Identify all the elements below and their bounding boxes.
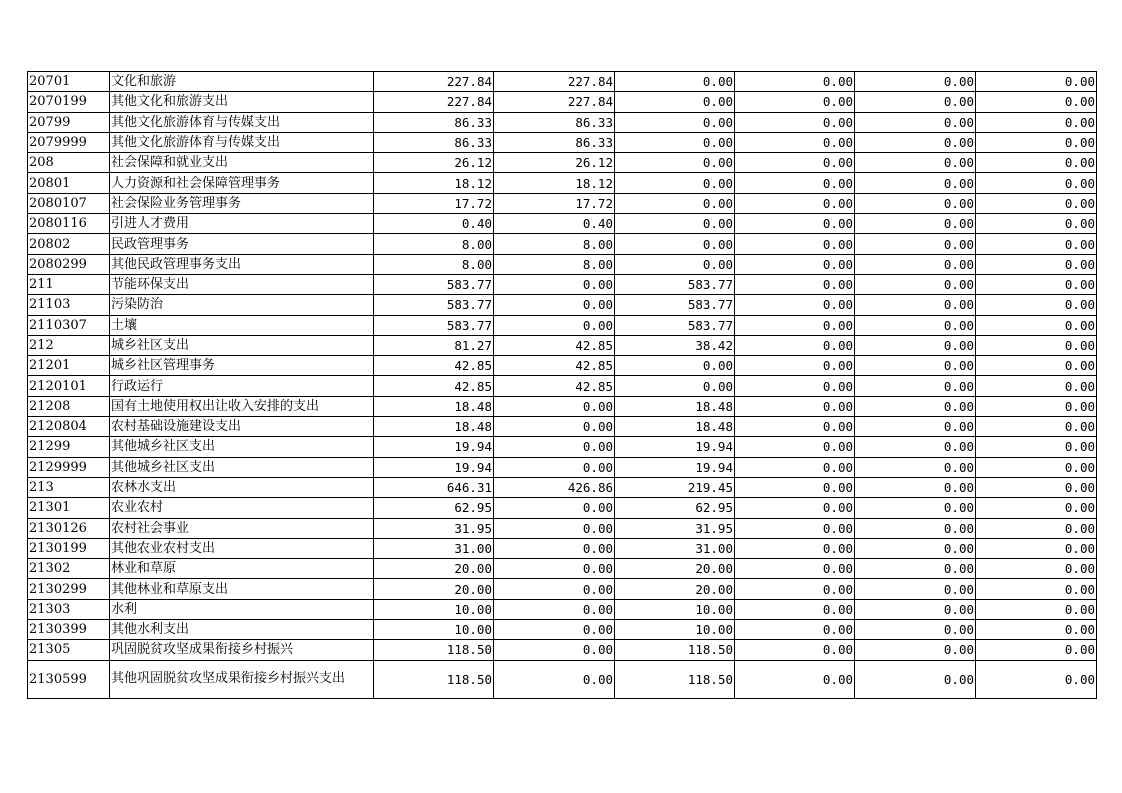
table-body [28,72,1097,699]
cell-project: 0.00 [615,92,735,112]
cell-project: 0.00 [615,376,735,396]
cell-col-6: 0.00 [735,599,855,619]
table-row [28,599,1097,619]
cell-col-7: 0.00 [855,498,976,518]
cell-col-6: 0.00 [735,417,855,437]
table-row [28,132,1097,152]
cell-col-8: 0.00 [976,214,1097,234]
cell-code: 20801 [28,173,110,193]
cell-total: 227.84 [374,92,494,112]
table-row [28,254,1097,274]
cell-name: 文化和旅游 [110,72,374,92]
cell-total: 583.77 [374,274,494,294]
cell-project: 583.77 [615,274,735,294]
cell-project: 118.50 [615,640,735,660]
cell-name: 农村基础设施建设支出 [110,417,374,437]
table-row [28,274,1097,294]
cell-col-6: 0.00 [735,376,855,396]
cell-project: 0.00 [615,72,735,92]
cell-col-6: 0.00 [735,559,855,579]
cell-total: 42.85 [374,376,494,396]
cell-col-8: 0.00 [976,153,1097,173]
cell-col-8: 0.00 [976,457,1097,477]
cell-basic: 0.00 [494,417,615,437]
cell-code: 21305 [28,640,110,660]
cell-code: 20799 [28,112,110,132]
cell-col-8: 0.00 [976,335,1097,355]
cell-basic: 0.00 [494,396,615,416]
cell-code: 2120101 [28,376,110,396]
cell-project: 62.95 [615,498,735,518]
cell-col-8: 0.00 [976,579,1097,599]
cell-name: 社会保险业务管理事务 [110,193,374,213]
cell-total: 583.77 [374,315,494,335]
cell-total: 10.00 [374,620,494,640]
cell-name: 巩固脱贫攻坚成果衔接乡村振兴 [110,640,374,660]
cell-col-8: 0.00 [976,599,1097,619]
cell-total: 17.72 [374,193,494,213]
cell-name: 农业农村 [110,498,374,518]
cell-col-8: 0.00 [976,498,1097,518]
table-row [28,437,1097,457]
cell-col-7: 0.00 [855,640,976,660]
cell-total: 86.33 [374,132,494,152]
table-row [28,315,1097,335]
cell-code: 21302 [28,559,110,579]
cell-col-6: 0.00 [735,457,855,477]
table-row [28,579,1097,599]
cell-total: 583.77 [374,295,494,315]
cell-col-6: 0.00 [735,315,855,335]
cell-project: 0.00 [615,234,735,254]
cell-col-7: 0.00 [855,660,976,698]
cell-col-7: 0.00 [855,599,976,619]
table-row [28,234,1097,254]
cell-col-6: 0.00 [735,356,855,376]
table-row [28,112,1097,132]
cell-basic: 0.00 [494,640,615,660]
cell-col-6: 0.00 [735,518,855,538]
cell-col-6: 0.00 [735,295,855,315]
cell-project: 0.00 [615,153,735,173]
cell-code: 20701 [28,72,110,92]
cell-col-8: 0.00 [976,640,1097,660]
cell-name: 其他城乡社区支出 [110,437,374,457]
cell-col-7: 0.00 [855,356,976,376]
cell-total: 18.12 [374,173,494,193]
cell-basic: 0.00 [494,274,615,294]
cell-project: 583.77 [615,295,735,315]
cell-code: 2120804 [28,417,110,437]
cell-code: 2080116 [28,214,110,234]
cell-col-6: 0.00 [735,72,855,92]
cell-code: 2130126 [28,518,110,538]
cell-total: 18.48 [374,396,494,416]
cell-col-8: 0.00 [976,538,1097,558]
cell-name: 其他文化旅游体育与传媒支出 [110,112,374,132]
cell-total: 81.27 [374,335,494,355]
cell-col-6: 0.00 [735,498,855,518]
cell-col-7: 0.00 [855,295,976,315]
cell-name: 行政运行 [110,376,374,396]
cell-name: 其他城乡社区支出 [110,457,374,477]
cell-col-8: 0.00 [976,234,1097,254]
table-row [28,477,1097,497]
cell-name: 社会保障和就业支出 [110,153,374,173]
table-row [28,173,1097,193]
table-row [28,538,1097,558]
cell-col-8: 0.00 [976,132,1097,152]
cell-col-8: 0.00 [976,660,1097,698]
cell-basic: 0.00 [494,498,615,518]
cell-col-6: 0.00 [735,437,855,457]
cell-name: 民政管理事务 [110,234,374,254]
cell-name: 其他文化和旅游支出 [110,92,374,112]
cell-col-7: 0.00 [855,173,976,193]
table-row [28,295,1097,315]
cell-col-7: 0.00 [855,538,976,558]
cell-total: 18.48 [374,417,494,437]
cell-col-6: 0.00 [735,660,855,698]
cell-col-8: 0.00 [976,193,1097,213]
table-row [28,457,1097,477]
cell-col-6: 0.00 [735,173,855,193]
cell-col-7: 0.00 [855,437,976,457]
cell-col-7: 0.00 [855,72,976,92]
cell-col-7: 0.00 [855,274,976,294]
cell-name: 其他林业和草原支出 [110,579,374,599]
cell-col-7: 0.00 [855,153,976,173]
cell-col-8: 0.00 [976,254,1097,274]
cell-basic: 0.00 [494,518,615,538]
cell-basic: 0.00 [494,599,615,619]
cell-col-7: 0.00 [855,417,976,437]
cell-basic: 26.12 [494,153,615,173]
cell-col-6: 0.00 [735,396,855,416]
cell-col-8: 0.00 [976,376,1097,396]
cell-col-7: 0.00 [855,559,976,579]
table-row [28,356,1097,376]
cell-project: 0.00 [615,254,735,274]
cell-col-8: 0.00 [976,396,1097,416]
cell-total: 42.85 [374,356,494,376]
cell-total: 19.94 [374,437,494,457]
cell-name: 其他文化旅游体育与传媒支出 [110,132,374,152]
cell-col-6: 0.00 [735,274,855,294]
cell-code: 2130599 [28,660,110,698]
cell-code: 2130199 [28,538,110,558]
cell-col-8: 0.00 [976,92,1097,112]
cell-total: 227.84 [374,72,494,92]
cell-basic: 42.85 [494,356,615,376]
cell-total: 31.00 [374,538,494,558]
cell-total: 19.94 [374,457,494,477]
cell-total: 646.31 [374,477,494,497]
cell-name: 农村社会事业 [110,518,374,538]
cell-total: 86.33 [374,112,494,132]
cell-code: 21303 [28,599,110,619]
cell-col-7: 0.00 [855,112,976,132]
cell-name: 城乡社区支出 [110,335,374,355]
cell-col-7: 0.00 [855,254,976,274]
cell-code: 21301 [28,498,110,518]
cell-project: 0.00 [615,356,735,376]
cell-col-8: 0.00 [976,274,1097,294]
cell-total: 118.50 [374,640,494,660]
cell-col-8: 0.00 [976,620,1097,640]
cell-col-8: 0.00 [976,518,1097,538]
cell-code: 2079999 [28,132,110,152]
cell-basic: 0.00 [494,315,615,335]
cell-col-6: 0.00 [735,538,855,558]
cell-project: 0.00 [615,214,735,234]
cell-basic: 0.40 [494,214,615,234]
cell-basic: 86.33 [494,112,615,132]
cell-code: 208 [28,153,110,173]
cell-col-7: 0.00 [855,620,976,640]
cell-code: 21103 [28,295,110,315]
cell-col-7: 0.00 [855,518,976,538]
cell-col-6: 0.00 [735,153,855,173]
cell-col-7: 0.00 [855,376,976,396]
cell-basic: 8.00 [494,254,615,274]
cell-code: 2129999 [28,457,110,477]
cell-name: 人力资源和社会保障管理事务 [110,173,374,193]
cell-col-7: 0.00 [855,579,976,599]
cell-total: 62.95 [374,498,494,518]
cell-code: 213 [28,477,110,497]
cell-col-8: 0.00 [976,173,1097,193]
cell-code: 2110307 [28,315,110,335]
cell-name: 土壤 [110,315,374,335]
cell-basic: 42.85 [494,335,615,355]
cell-total: 118.50 [374,660,494,698]
cell-col-7: 0.00 [855,457,976,477]
cell-basic: 0.00 [494,295,615,315]
cell-col-7: 0.00 [855,92,976,112]
cell-basic: 18.12 [494,173,615,193]
cell-col-7: 0.00 [855,193,976,213]
cell-code: 2080107 [28,193,110,213]
cell-project: 31.00 [615,538,735,558]
cell-basic: 426.86 [494,477,615,497]
cell-project: 0.00 [615,193,735,213]
cell-project: 31.95 [615,518,735,538]
cell-basic: 0.00 [494,620,615,640]
table-row [28,193,1097,213]
table-row [28,417,1097,437]
cell-code: 2130299 [28,579,110,599]
cell-total: 20.00 [374,559,494,579]
cell-col-8: 0.00 [976,477,1097,497]
cell-basic: 227.84 [494,92,615,112]
table-row [28,640,1097,660]
cell-col-6: 0.00 [735,477,855,497]
cell-code: 21201 [28,356,110,376]
cell-project: 10.00 [615,599,735,619]
cell-project: 20.00 [615,579,735,599]
table-row [28,72,1097,92]
cell-basic: 86.33 [494,132,615,152]
cell-project: 219.45 [615,477,735,497]
cell-basic: 0.00 [494,457,615,477]
cell-project: 18.48 [615,417,735,437]
cell-name: 其他水利支出 [110,620,374,640]
cell-col-7: 0.00 [855,234,976,254]
cell-name: 农林水支出 [110,477,374,497]
cell-code: 211 [28,274,110,294]
cell-name: 其他农业农村支出 [110,538,374,558]
cell-basic: 0.00 [494,437,615,457]
cell-total: 20.00 [374,579,494,599]
cell-name: 节能环保支出 [110,274,374,294]
table-row [28,376,1097,396]
cell-code: 2130399 [28,620,110,640]
cell-project: 20.00 [615,559,735,579]
cell-project: 583.77 [615,315,735,335]
table-row [28,214,1097,234]
cell-project: 18.48 [615,396,735,416]
cell-col-6: 0.00 [735,214,855,234]
cell-name: 林业和草原 [110,559,374,579]
cell-col-6: 0.00 [735,640,855,660]
cell-col-8: 0.00 [976,356,1097,376]
cell-col-8: 0.00 [976,417,1097,437]
cell-total: 31.95 [374,518,494,538]
cell-code: 20802 [28,234,110,254]
cell-project: 38.42 [615,335,735,355]
cell-col-6: 0.00 [735,254,855,274]
cell-project: 10.00 [615,620,735,640]
cell-name: 其他民政管理事务支出 [110,254,374,274]
cell-col-7: 0.00 [855,214,976,234]
cell-basic: 17.72 [494,193,615,213]
cell-name: 国有土地使用权出让收入安排的支出 [110,396,374,416]
budget-table [27,71,1097,699]
cell-code: 2080299 [28,254,110,274]
cell-col-6: 0.00 [735,579,855,599]
cell-col-8: 0.00 [976,437,1097,457]
cell-col-7: 0.00 [855,132,976,152]
cell-col-8: 0.00 [976,72,1097,92]
cell-basic: 8.00 [494,234,615,254]
table-row [28,335,1097,355]
cell-col-8: 0.00 [976,295,1097,315]
table-row [28,153,1097,173]
table-row [28,396,1097,416]
table-row [28,660,1097,698]
cell-col-6: 0.00 [735,132,855,152]
table-row [28,92,1097,112]
cell-project: 0.00 [615,173,735,193]
table-row [28,559,1097,579]
cell-project: 19.94 [615,457,735,477]
cell-col-6: 0.00 [735,620,855,640]
cell-basic: 0.00 [494,538,615,558]
cell-name: 城乡社区管理事务 [110,356,374,376]
cell-basic: 0.00 [494,660,615,698]
cell-col-7: 0.00 [855,335,976,355]
cell-name: 其他巩固脱贫攻坚成果衔接乡村振兴支出 [110,660,374,698]
cell-total: 8.00 [374,254,494,274]
cell-name: 引进人才费用 [110,214,374,234]
cell-basic: 227.84 [494,72,615,92]
cell-code: 21299 [28,437,110,457]
table-row [28,620,1097,640]
table-row [28,518,1097,538]
cell-col-8: 0.00 [976,559,1097,579]
cell-col-6: 0.00 [735,193,855,213]
cell-code: 212 [28,335,110,355]
cell-total: 10.00 [374,599,494,619]
cell-name: 水利 [110,599,374,619]
cell-project: 0.00 [615,112,735,132]
cell-basic: 42.85 [494,376,615,396]
table-row [28,498,1097,518]
cell-col-6: 0.00 [735,92,855,112]
cell-col-6: 0.00 [735,112,855,132]
cell-basic: 0.00 [494,579,615,599]
cell-code: 21208 [28,396,110,416]
cell-total: 8.00 [374,234,494,254]
cell-total: 0.40 [374,214,494,234]
cell-col-7: 0.00 [855,477,976,497]
cell-col-7: 0.00 [855,315,976,335]
cell-project: 0.00 [615,132,735,152]
cell-total: 26.12 [374,153,494,173]
cell-col-7: 0.00 [855,396,976,416]
cell-project: 118.50 [615,660,735,698]
cell-col-6: 0.00 [735,234,855,254]
cell-code: 2070199 [28,92,110,112]
cell-col-8: 0.00 [976,315,1097,335]
cell-basic: 0.00 [494,559,615,579]
cell-col-6: 0.00 [735,335,855,355]
cell-name: 污染防治 [110,295,374,315]
cell-project: 19.94 [615,437,735,457]
cell-col-8: 0.00 [976,112,1097,132]
